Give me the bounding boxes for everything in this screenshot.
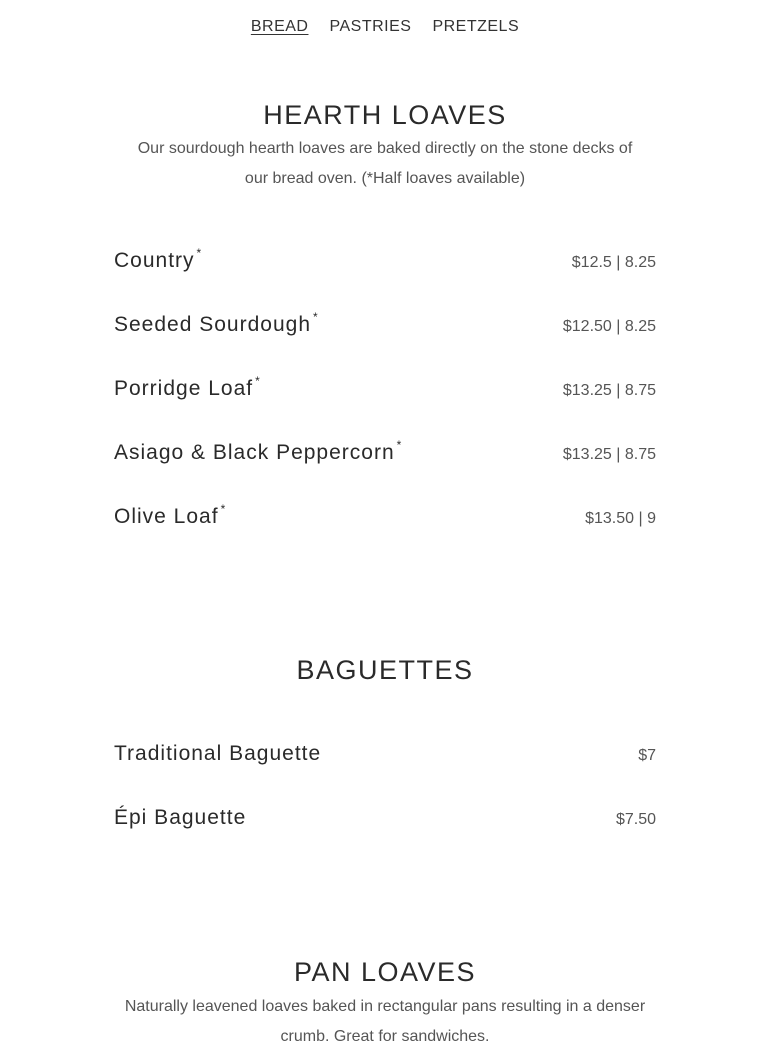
item-name: Épi Baguette (114, 806, 247, 829)
item-name: Seeded Sourdough * (114, 310, 319, 336)
menu-item (114, 504, 656, 529)
menu-item (114, 806, 656, 830)
section-title-hearth-loaves: HEARTH LOAVES (263, 100, 507, 130)
menu-item (114, 312, 656, 337)
menu-tabs (0, 18, 770, 36)
item-price: $12.5 | 8.25 (571, 254, 656, 271)
section-desc-hearth-line1: Our sourdough hearth loaves are baked directly on the stone decks of (137, 140, 633, 157)
item-name: Olive Loaf * (114, 502, 227, 528)
item-price: $12.50 | 8.25 (562, 318, 656, 335)
item-price: $13.25 | 8.75 (562, 446, 656, 463)
tab-bread[interactable]: BREAD (250, 18, 309, 35)
menu-item (114, 376, 656, 401)
item-price: $7.50 (615, 811, 656, 828)
tab-pastries[interactable]: PASTRIES (329, 18, 412, 35)
item-price: $13.25 | 8.75 (562, 382, 656, 399)
section-title-baguettes: BAGUETTES (296, 655, 474, 685)
item-price: $13.50 | 9 (585, 510, 656, 527)
item-name: Country * (114, 246, 203, 272)
item-name: Asiago & Black Peppercorn * (114, 438, 403, 464)
section-desc-hearth-line2: our bread oven. (*Half loaves available) (244, 170, 526, 187)
item-price: $7 (638, 747, 656, 764)
menu-item (114, 742, 656, 766)
menu-item (114, 440, 656, 465)
section-desc-pan-line1: Naturally leavened loaves baked in rectangular pans resulting in a denser (124, 998, 646, 1015)
menu-item (114, 248, 656, 273)
item-name: Porridge Loaf * (114, 374, 261, 400)
item-name: Traditional Baguette (114, 742, 322, 765)
section-title-pan-loaves: PAN LOAVES (293, 957, 477, 987)
section-desc-pan-line2: crumb. Great for sandwiches. (280, 1028, 490, 1045)
tab-pretzels[interactable]: PRETZELS (432, 18, 520, 35)
